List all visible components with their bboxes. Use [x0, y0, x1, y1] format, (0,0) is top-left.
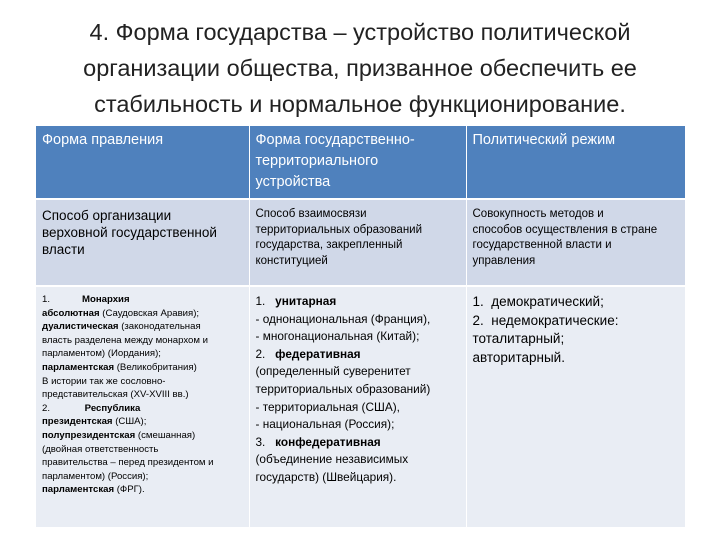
table-row-definitions — [36, 199, 685, 286]
cell-text-line — [42, 483, 243, 497]
cell-text: 2. — [255, 346, 276, 361]
cell-text-line: государства, закрепленный — [255, 239, 403, 251]
cell-text: В истории так же сословно- — [42, 375, 166, 387]
cell-text: (определенный суверенитет — [255, 364, 411, 379]
bold-term: абсолютная — [42, 307, 100, 319]
cell-text-line — [42, 470, 243, 484]
bold-term: Республика — [84, 402, 141, 414]
cell-text-line: Способ организации — [42, 208, 172, 223]
cell-text: власть разделена между монархом и — [42, 334, 209, 346]
bold-term: полупрезидентская — [42, 429, 136, 441]
cell-text-line — [256, 469, 460, 487]
cell-text-line — [42, 375, 243, 389]
cell-text-line: Способ взаимосвязи — [255, 208, 367, 220]
cell-text: 2. — [42, 402, 85, 414]
cell-text-line: конституцией — [255, 254, 328, 267]
cell-text-line — [42, 415, 243, 429]
cell-text: парламентом) (Иордания); — [42, 348, 161, 360]
cell-text: (объединение независимых — [255, 452, 409, 467]
bold-term: унитарная — [275, 294, 337, 308]
bold-term: парламентская — [42, 361, 115, 373]
cell-text: государств) (Швейцария). — [255, 469, 397, 484]
cell-text: (Саудовская Аравия); — [99, 307, 200, 319]
cell-types-regime — [466, 286, 685, 527]
state-form-table — [36, 126, 685, 527]
cell-text: (двойная ответственность — [42, 443, 159, 455]
cell-text-line — [42, 320, 243, 334]
cell-text-line: тоталитарный; — [472, 331, 565, 346]
cell-text-line: 2. недемократические: — [472, 312, 619, 328]
bold-term: парламентская — [42, 484, 115, 496]
cell-text-line — [42, 402, 243, 416]
cell-text: (смешанная) — [135, 429, 196, 441]
cell-text-line: Форма правления — [42, 132, 164, 148]
cell-text-line: верховной государственной — [42, 225, 217, 240]
cell-text: правительства – перед президентом и — [42, 457, 214, 469]
cell-text: - многонациональная (Китай); — [255, 329, 420, 344]
cell-text-line — [256, 328, 460, 346]
cell-text: парламентом) (Россия); — [42, 470, 149, 482]
cell-text-line — [256, 399, 460, 417]
cell-text-line: 1. демократический; — [472, 294, 604, 309]
cell-text-line — [256, 311, 460, 329]
cell-text-line — [256, 451, 460, 469]
slide-title — [20, 14, 700, 122]
cell-text-line — [42, 429, 243, 443]
cell-text-line — [42, 293, 243, 307]
cell-text-line — [42, 361, 243, 375]
cell-text-line: территориальных образований — [255, 223, 423, 236]
cell-text-line: устройства — [255, 174, 331, 190]
title-line-1: 4. Форма государства – устройство политической — [89, 19, 631, 45]
cell-text-line — [42, 307, 243, 321]
title-line-2: организации общества, призванное обеспечить ее — [83, 55, 637, 81]
cell-definition-regime — [466, 199, 685, 286]
cell-text-line: территориального — [255, 153, 379, 169]
cell-text-line — [256, 434, 460, 452]
cell-text-line: власти — [42, 242, 85, 257]
cell-text: - национальная (Россия); — [255, 417, 395, 432]
cell-text-line: государственной власти и — [472, 239, 612, 251]
cell-text-line: авторитарный. — [472, 349, 565, 365]
bold-term: Монархия — [82, 294, 130, 305]
bold-term: президентская — [42, 416, 113, 428]
cell-definition-territorial — [249, 199, 466, 286]
cell-text: (США); — [112, 416, 147, 428]
table-row-types — [36, 286, 685, 527]
title-line-3: стабильность и нормальное функционирование. — [94, 91, 626, 117]
cell-text-line — [256, 363, 460, 381]
cell-text-line: Политический режим — [472, 132, 616, 148]
cell-types-territorial — [249, 286, 466, 527]
cell-text-line: Совокупность методов и — [472, 208, 604, 220]
cell-text: 1. — [42, 294, 82, 305]
cell-text: (ФРГ). — [114, 484, 145, 496]
cell-text: (Великобритания) — [114, 361, 197, 373]
cell-text-line — [42, 388, 243, 402]
cell-text: территориальных образований) — [255, 381, 431, 396]
cell-text-line — [42, 334, 243, 348]
header-cell-form-of-government — [36, 126, 249, 199]
header-cell-territorial-structure — [249, 126, 466, 199]
cell-text: представительская (XV-XVIII вв.) — [42, 389, 189, 401]
cell-text-line — [256, 416, 460, 434]
bold-term: федеративная — [275, 346, 361, 361]
cell-text-line — [42, 347, 243, 361]
cell-text: 3. — [255, 434, 276, 449]
cell-text-line: способов осуществления в стране — [472, 223, 658, 236]
cell-text-line — [256, 293, 460, 311]
cell-types-government — [36, 286, 249, 527]
cell-text: - территориальная (США), — [255, 399, 400, 414]
bold-term: конфедеративная — [275, 434, 381, 449]
cell-text: (законодательная — [118, 321, 201, 333]
bold-term: дуалистическая — [42, 321, 119, 333]
cell-text: - однонациональная (Франция), — [255, 311, 431, 326]
cell-text-line — [42, 456, 243, 470]
cell-text-line — [42, 443, 243, 457]
cell-text: 1. — [255, 294, 276, 308]
table-header-row — [36, 126, 685, 199]
cell-text-line — [256, 346, 460, 364]
cell-text-line: управления — [472, 254, 536, 267]
cell-definition-government — [36, 199, 249, 286]
header-cell-political-regime — [466, 126, 685, 199]
cell-text-line: Форма государственно- — [255, 132, 415, 148]
cell-text-line — [256, 381, 460, 399]
